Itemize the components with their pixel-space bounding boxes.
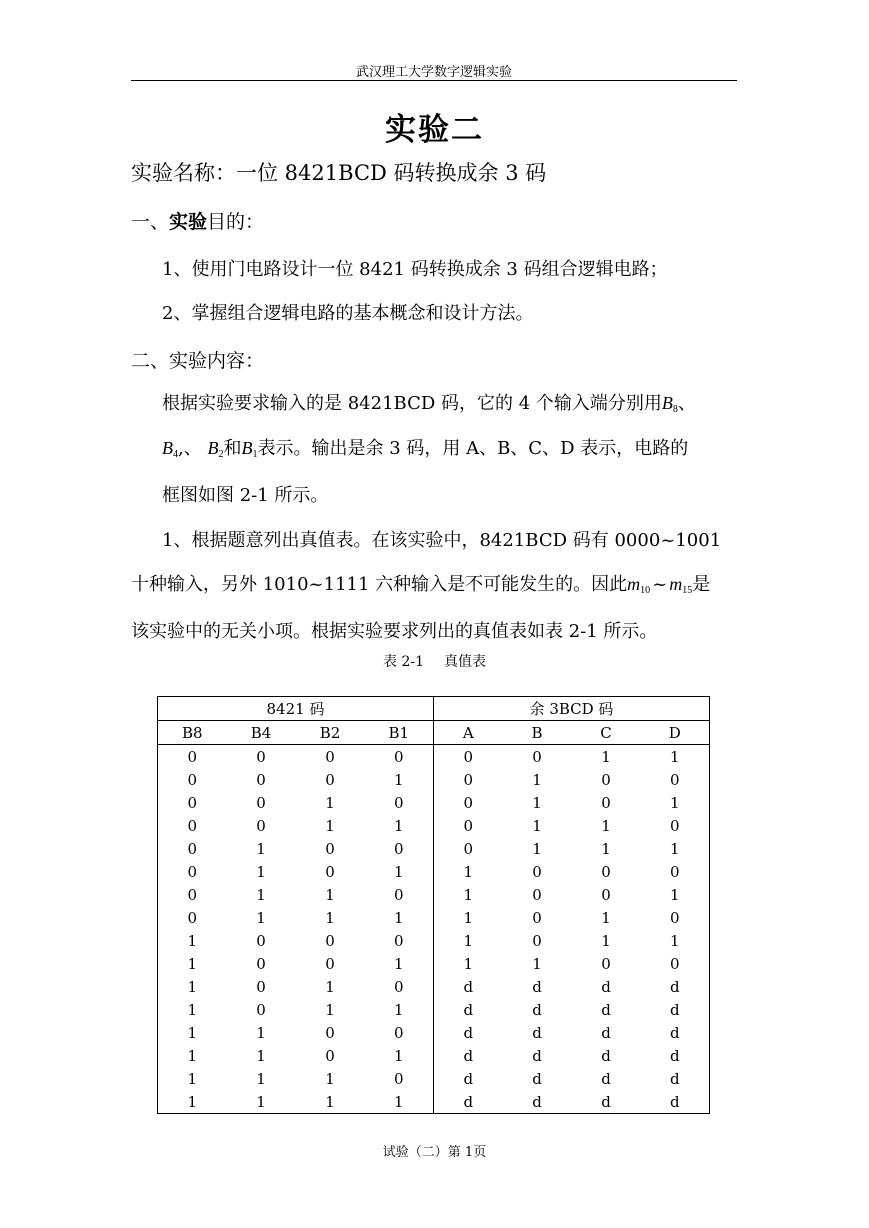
table-row xyxy=(158,1021,710,1044)
table-cell: 1 xyxy=(187,954,198,973)
table-row xyxy=(158,768,710,791)
objective-item-2: 2、掌握组合逻辑电路的基本概念和设计方法。 xyxy=(162,303,534,324)
table-cell: 1 xyxy=(601,839,611,858)
var-m15 xyxy=(669,574,692,594)
table-cell: 1 xyxy=(532,816,542,835)
table-cell: d xyxy=(669,1023,680,1042)
table-cell: 1 xyxy=(393,1046,404,1065)
table-cell: 1 xyxy=(532,793,542,812)
table-cell: 1 xyxy=(325,793,335,812)
table-cell: d xyxy=(532,1069,542,1088)
table-cell: 1 xyxy=(601,747,611,766)
table-cell: 1 xyxy=(256,1023,266,1042)
table-cell: 1 xyxy=(325,977,335,996)
table-cell: d xyxy=(669,1069,680,1088)
table-cell: 0 xyxy=(434,768,503,791)
table-cell: 0 xyxy=(601,862,611,881)
header-rule xyxy=(131,80,737,81)
table-cell: 0 xyxy=(669,954,680,973)
table-row xyxy=(158,883,710,906)
table-row xyxy=(158,929,710,952)
table-cell: d xyxy=(669,1000,680,1019)
table-cell: 1 xyxy=(325,816,335,835)
table-cell: 1 xyxy=(325,1069,335,1088)
var-letter: B xyxy=(241,438,253,458)
table-row xyxy=(158,1067,710,1090)
var-subscript: 4 xyxy=(173,449,178,460)
var-b4 xyxy=(162,438,178,458)
table-cell: 0 xyxy=(434,745,503,769)
table-cell: 1 xyxy=(669,885,680,904)
table-cell: 0 xyxy=(187,908,198,927)
table-cell: 0 xyxy=(601,885,611,904)
table-row xyxy=(158,791,710,814)
table-cell: 1 xyxy=(187,931,198,950)
table-cell: d xyxy=(434,1044,503,1067)
table-row xyxy=(158,814,710,837)
table-cell: 0 xyxy=(669,862,680,881)
paragraph-line-5 xyxy=(131,570,710,596)
table-cell: 1 xyxy=(325,885,335,904)
table-cell: d xyxy=(434,998,503,1021)
table-cell: 1 xyxy=(434,929,503,952)
table-cell: 0 xyxy=(532,747,542,766)
column-header: B8 xyxy=(158,721,227,745)
table-cell: 1 xyxy=(601,931,611,950)
table-cell: 0 xyxy=(393,839,404,858)
table-row xyxy=(158,745,710,769)
table-row xyxy=(158,837,710,860)
table-cell: 1 xyxy=(256,1069,266,1088)
table-cell: 1 xyxy=(669,793,680,812)
text-run: 根据实验要求输入的是 8421BCD 码，它的 4 个输入端分别用 xyxy=(162,393,662,414)
table-cell: 1 xyxy=(187,977,198,996)
table-cell: 1 xyxy=(256,862,266,881)
table-cell: 0 xyxy=(187,885,198,904)
paragraph-line-3: 框图如图 2-1 所示。 xyxy=(162,485,329,506)
table-cell: 0 xyxy=(187,839,198,858)
section1-heading xyxy=(131,207,264,234)
table-body xyxy=(158,745,710,1114)
var-subscript: 8 xyxy=(672,404,678,415)
table-cell: 0 xyxy=(601,770,611,789)
table-cell: 1 xyxy=(187,1069,198,1088)
table-cell: 1 xyxy=(532,839,542,858)
table-cell: 0 xyxy=(532,931,542,950)
text-run: 表示。输出是余 3 码，用 A、B、C、D 表示，电路的 xyxy=(257,438,689,459)
tilde: ~ xyxy=(652,574,668,595)
table-row xyxy=(158,1044,710,1067)
table-cell: 1 xyxy=(187,1000,198,1019)
table-cell: d xyxy=(532,1092,542,1111)
table-cell: 0 xyxy=(434,791,503,814)
table-cell: 0 xyxy=(393,1069,404,1088)
table-cell: 1 xyxy=(532,954,542,973)
table-cell: d xyxy=(434,975,503,998)
table-cell: 1 xyxy=(187,1046,198,1065)
caption-number: 表 2-1 xyxy=(383,654,424,670)
var-subscript: 10 xyxy=(640,585,651,596)
var-b1 xyxy=(241,438,257,458)
separator: ,、 xyxy=(178,438,202,459)
table-cell: 0 xyxy=(256,931,266,950)
table-caption xyxy=(0,651,869,671)
group-header-8421: 8421 码 xyxy=(158,697,434,721)
table-cell: d xyxy=(601,977,611,996)
column-header: B2 xyxy=(296,721,365,745)
table-cell: 0 xyxy=(669,816,680,835)
table-cell: 0 xyxy=(669,908,680,927)
table-cell: 1 xyxy=(325,1000,335,1019)
column-header: B4 xyxy=(227,721,296,745)
table-cell: 0 xyxy=(325,862,335,881)
table-cell: 0 xyxy=(532,862,542,881)
table-cell: d xyxy=(601,1000,611,1019)
table-cell: 1 xyxy=(393,1000,404,1019)
table-cell: 1 xyxy=(393,1092,404,1111)
table-cell: d xyxy=(532,1023,542,1042)
table-row xyxy=(158,1090,710,1114)
column-header: D xyxy=(641,721,710,745)
page-title: 实验二 xyxy=(385,112,484,148)
table-cell: 0 xyxy=(256,954,266,973)
table-cell: d xyxy=(434,1021,503,1044)
var-b2 xyxy=(207,438,223,458)
var-letter: B xyxy=(661,393,673,413)
table-cell: 0 xyxy=(601,793,611,812)
table-cell: d xyxy=(601,1069,611,1088)
truth-table xyxy=(157,696,710,1114)
table-cell: 0 xyxy=(532,908,542,927)
table-cell: d xyxy=(601,1023,611,1042)
page-header: 武汉理工大学数字逻辑实验 xyxy=(355,65,512,80)
var-letter: B xyxy=(207,438,219,458)
table-row xyxy=(158,952,710,975)
table-cell: 0 xyxy=(325,1023,335,1042)
table-cell: 0 xyxy=(393,1023,404,1042)
table-cell: d xyxy=(601,1046,611,1065)
table-cell: 0 xyxy=(532,885,542,904)
table-cell: 0 xyxy=(669,770,680,789)
table-group-header xyxy=(158,697,710,721)
table-cell: 0 xyxy=(434,814,503,837)
table-row xyxy=(158,860,710,883)
table-cell: 0 xyxy=(325,747,335,766)
table-cell: 0 xyxy=(187,770,198,789)
table-cell: 1 xyxy=(325,908,335,927)
table-cell: d xyxy=(434,1067,503,1090)
table-cell: 0 xyxy=(187,816,198,835)
var-subscript: 1 xyxy=(252,449,258,460)
column-header: A xyxy=(434,721,503,745)
table-cell: 1 xyxy=(187,1023,198,1042)
table-cell: 1 xyxy=(393,862,404,881)
table-cell: 0 xyxy=(393,885,404,904)
var-letter: m xyxy=(627,574,641,594)
table-cell: 0 xyxy=(601,954,611,973)
table-cell: d xyxy=(532,1046,542,1065)
page-footer: 试验（二）第 1页 xyxy=(382,1145,487,1160)
table-cell: 1 xyxy=(393,908,404,927)
section1-bold: 实验 xyxy=(169,211,208,233)
table-column-header xyxy=(158,721,710,745)
table-cell: 0 xyxy=(187,793,198,812)
paragraph-line-4: 1、根据题意列出真值表。在该实验中，8421BCD 码有 0000~1001 xyxy=(162,530,722,551)
var-m10 xyxy=(627,574,650,594)
objective-item-1: 1、使用门电路设计一位 8421 码转换成余 3 码组合逻辑电路； xyxy=(162,259,668,280)
table-cell: 1 xyxy=(601,816,611,835)
table-cell: 1 xyxy=(601,908,611,927)
table-cell: d xyxy=(601,1092,611,1111)
table-cell: 0 xyxy=(256,977,266,996)
text-run: 是 xyxy=(692,574,711,595)
table-cell: d xyxy=(669,977,680,996)
table-cell: 1 xyxy=(532,770,542,789)
table-cell: 0 xyxy=(325,931,335,950)
table-cell: d xyxy=(434,1090,503,1114)
table-cell: 1 xyxy=(256,839,266,858)
table-cell: 1 xyxy=(669,931,680,950)
var-letter: m xyxy=(669,574,683,594)
table-cell: 0 xyxy=(325,1046,335,1065)
table-cell: 0 xyxy=(393,793,404,812)
table-cell: 1 xyxy=(393,954,404,973)
table-cell: 0 xyxy=(256,816,266,835)
table-cell: d xyxy=(532,1000,542,1019)
table-cell: 1 xyxy=(669,839,680,858)
experiment-name: 实验名称：一位 8421BCD 码转换成余 3 码 xyxy=(131,161,547,185)
table-cell: 1 xyxy=(256,885,266,904)
table-cell: 0 xyxy=(325,954,335,973)
column-header: C xyxy=(572,721,641,745)
column-header: B1 xyxy=(365,721,434,745)
table-cell: 0 xyxy=(325,839,335,858)
var-subscript: 2 xyxy=(218,449,224,460)
text-run: 十种输入，另外 1010~1111 六种输入是不可能发生的。因此 xyxy=(131,574,628,595)
table-row xyxy=(158,998,710,1021)
table-row xyxy=(158,906,710,929)
table-cell: 1 xyxy=(434,883,503,906)
column-header: B xyxy=(503,721,572,745)
group-header-excess3: 余 3BCD 码 xyxy=(434,697,710,721)
table-cell: 1 xyxy=(434,906,503,929)
table-cell: 1 xyxy=(256,1092,266,1111)
table-cell: 1 xyxy=(393,770,404,789)
paragraph-line-6: 该实验中的无关小项。根据实验要求列出的真值表如表 2-1 所示。 xyxy=(131,621,658,642)
section2-heading: 二、实验内容： xyxy=(131,350,265,372)
table-cell: 0 xyxy=(393,931,404,950)
paragraph-line-1 xyxy=(162,389,696,415)
table-cell: 0 xyxy=(434,837,503,860)
table-cell: 1 xyxy=(434,860,503,883)
table-cell: 0 xyxy=(187,862,198,881)
section1-prefix: 一、 xyxy=(131,211,170,233)
table-cell: 0 xyxy=(187,747,198,766)
table-cell: 0 xyxy=(393,747,404,766)
table-cell: 1 xyxy=(434,952,503,975)
table-cell: d xyxy=(669,1092,680,1111)
table-cell: 0 xyxy=(393,977,404,996)
var-letter: B xyxy=(162,438,173,458)
table-cell: 0 xyxy=(256,770,266,789)
caption-text: 真值表 xyxy=(444,654,486,670)
table-cell: 0 xyxy=(325,770,335,789)
table-cell: 1 xyxy=(187,1092,198,1111)
table-row xyxy=(158,975,710,998)
paragraph-line-2 xyxy=(162,434,688,460)
table-cell: 0 xyxy=(256,747,266,766)
text-run: 和 xyxy=(223,438,242,459)
table-cell: 1 xyxy=(669,747,680,766)
table-cell: d xyxy=(669,1046,680,1065)
table-cell: 1 xyxy=(256,908,266,927)
table-cell: 1 xyxy=(325,1092,335,1111)
table-cell: 0 xyxy=(256,1000,266,1019)
table-cell: 0 xyxy=(256,793,266,812)
table-cell: d xyxy=(532,977,542,996)
table-cell: 1 xyxy=(256,1046,266,1065)
table-cell: 1 xyxy=(393,816,404,835)
text-run: 、 xyxy=(677,393,696,414)
var-subscript: 15 xyxy=(682,585,693,596)
section1-rest: 目的： xyxy=(207,211,265,233)
var-b8 xyxy=(662,393,678,413)
